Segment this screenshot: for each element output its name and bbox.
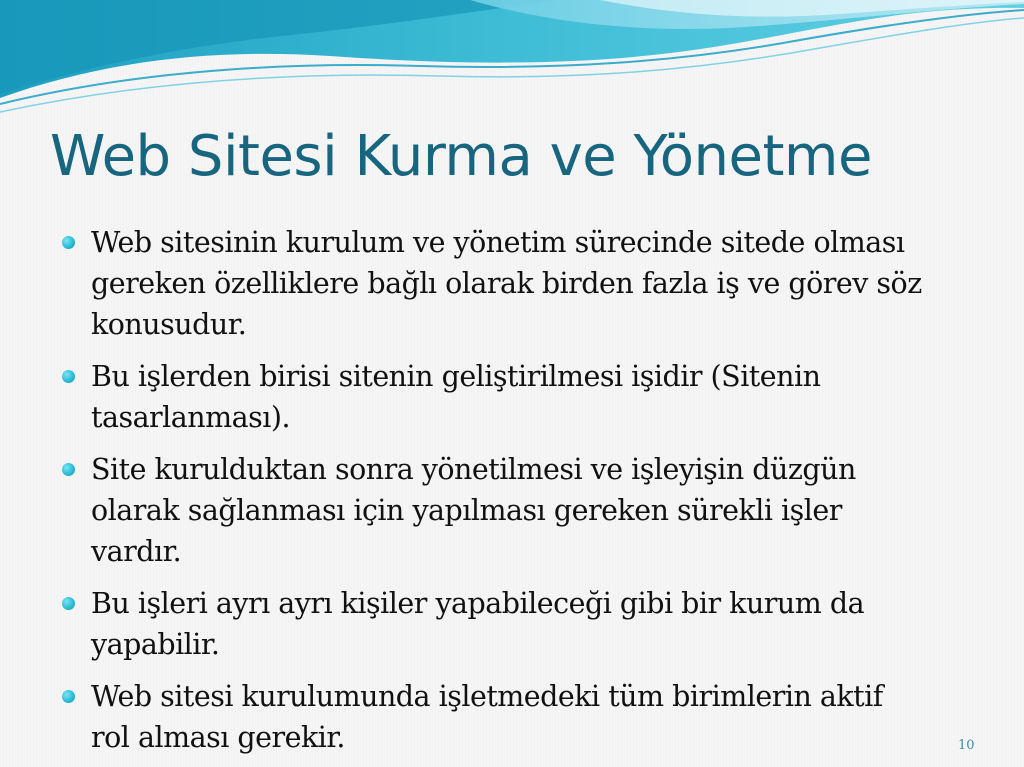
page-number: 10 [958,738,975,753]
bullet-line: konusudur. [91,308,247,341]
bullet-line: Bu işlerden birisi sitenin geliştirilmesi işidir (Sitenin [91,360,821,393]
bullet-dot-icon [62,463,75,476]
bullet-dot-icon [62,236,75,249]
bullet-line: Bu işleri ayrı ayrı kişiler yapabileceği gibi bir kurum da [91,587,865,620]
bullet-line: vardır. [91,535,182,568]
bullet-dot-icon [62,690,75,703]
bullet-dot-icon [62,370,75,383]
bullet-line: olarak sağlanması için yapılması gereken sürekli işler [91,494,842,527]
bullet-item [62,356,962,438]
bullet-line: Web sitesi kurulumunda işletmedeki tüm birimlerin aktif [91,680,883,713]
bullet-item [62,583,962,665]
bullet-dot-icon [62,597,75,610]
bullet-line: tasarlanması). [91,401,291,434]
bullet-line: rol alması gerekir. [91,721,345,754]
bullet-line: yapabilir. [91,628,220,661]
wave-header-decoration [0,0,1024,120]
bullet-line: gereken özelliklere bağlı olarak birden fazla iş ve görev söz [91,267,922,300]
slide-title: Web Sitesi Kurma ve Yönetme [50,124,872,189]
bullet-item [62,222,962,345]
bullet-item [62,449,962,572]
bullet-list [62,222,962,767]
bullet-line: Web sitesinin kurulum ve yönetim sürecinde sitede olması [91,226,905,259]
bullet-line: Site kurulduktan sonra yönetilmesi ve işleyişin düzgün [91,453,856,486]
bullet-item [62,676,962,758]
